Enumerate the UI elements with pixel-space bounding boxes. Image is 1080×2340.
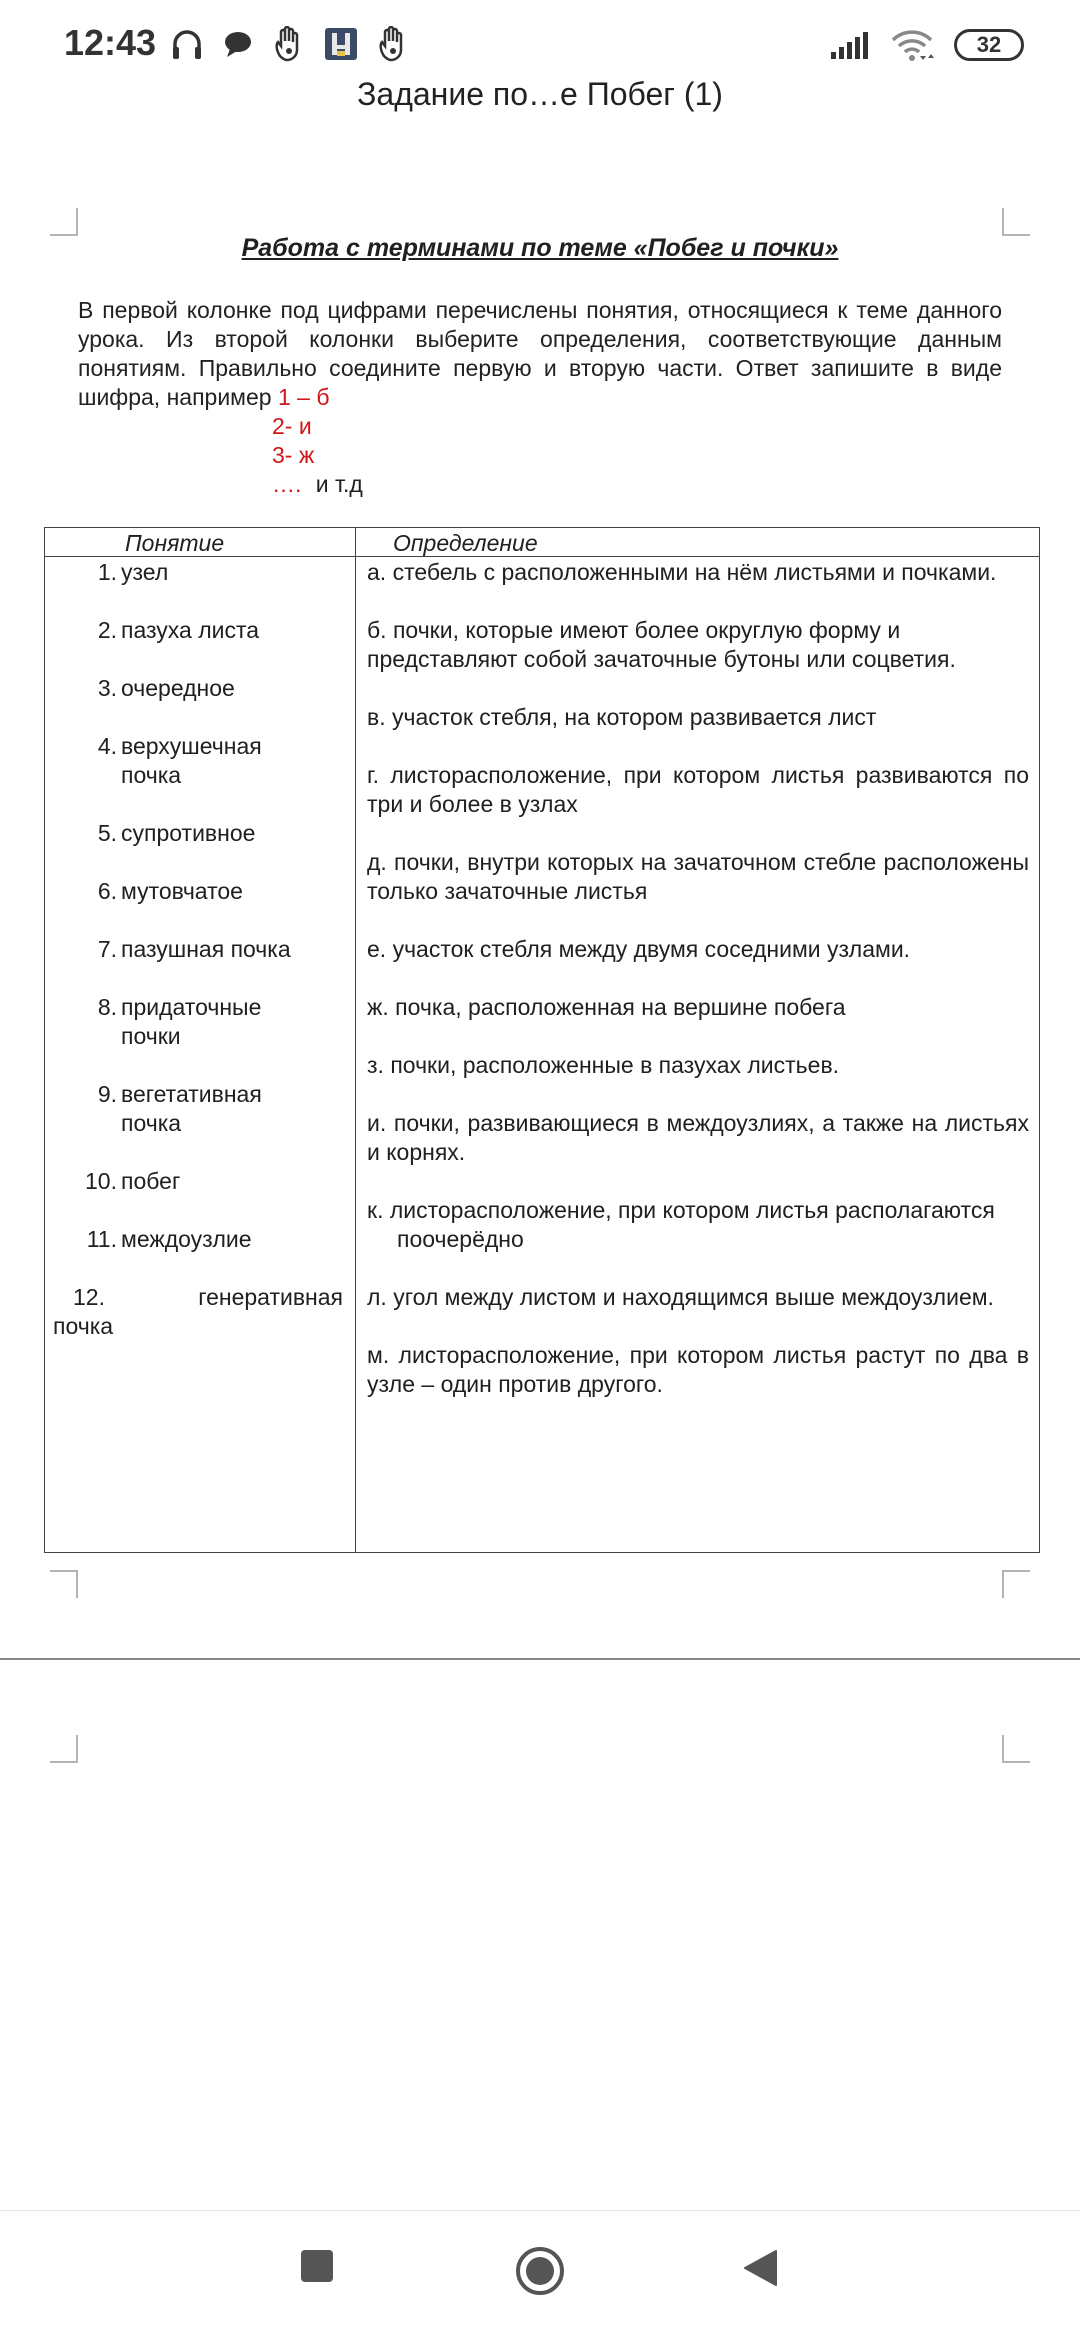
term-number: 9.	[97, 1081, 117, 1107]
headphones-icon	[170, 27, 204, 61]
intro-text: В первой колонке под цифрами перечислены понятия, относящиеся к теме данного урока. Из второй колонки выберите определения, соответствующие данным понятиям. Правильно соедините первую и вторую части. Ответ запишите в виде шифра, например	[78, 297, 1002, 410]
term-text: мутовчатое	[121, 878, 243, 904]
column-header-definition: Определение	[393, 530, 538, 556]
triangle-back-icon	[742, 2249, 778, 2287]
document-title[interactable]: Задание по…е Побег (1)	[357, 76, 723, 112]
column-divider	[355, 528, 356, 1552]
term-item	[45, 674, 355, 703]
example-line: 3- ж	[272, 442, 315, 468]
example-answer: 1 – б	[277, 384, 330, 410]
term-text: придаточные почки	[121, 994, 262, 1049]
home-button[interactable]	[514, 2245, 566, 2302]
system-icons	[830, 28, 1024, 62]
term-number: 4.	[97, 733, 117, 759]
app-icon	[324, 27, 358, 61]
battery-indicator: 32	[954, 29, 1024, 61]
example-dots: ….	[272, 471, 302, 497]
definition-item: г. листорасположение, при котором листья развиваются по три и более в узлах	[367, 762, 1029, 817]
term-text: супротивное	[121, 820, 256, 846]
example-line: 2- и	[272, 413, 312, 439]
term-number: 6.	[97, 878, 117, 904]
document-heading: Работа с терминами по теме «Побег и почки»	[241, 234, 839, 262]
definition-item	[367, 1196, 1029, 1254]
notification-icons	[170, 26, 410, 62]
page-corner-mark	[50, 1735, 78, 1763]
term-number: 3.	[97, 675, 117, 701]
page-corner-mark	[1002, 1735, 1030, 1763]
page-corner-mark	[50, 1570, 78, 1598]
term-item	[45, 819, 355, 848]
term-item	[45, 935, 355, 964]
page-corner-mark	[1002, 1570, 1030, 1598]
term-text: побег	[121, 1168, 181, 1194]
wifi-icon	[890, 28, 934, 62]
definition-item: а. стебель с расположенными на нём листьями и почками.	[367, 559, 997, 585]
definition-item: ж. почка, расположенная на вершине побега	[367, 994, 846, 1020]
term-item	[45, 1283, 355, 1341]
term-item	[45, 1080, 295, 1138]
term-number: 7.	[97, 936, 117, 962]
term-number: 5.	[97, 820, 117, 846]
page-corner-mark	[1002, 208, 1030, 236]
example-etc: и т.д	[315, 471, 363, 497]
signal-icon	[830, 30, 870, 60]
example-line	[272, 470, 363, 499]
column-header-concept: Понятие	[125, 530, 225, 556]
term-text: верхушечная почка	[121, 733, 262, 788]
term-item	[45, 558, 355, 587]
term-number: 11.	[86, 1226, 117, 1252]
definition-item: е. участок стебля между двумя соседними узлами.	[367, 936, 911, 962]
definition-list	[367, 558, 1029, 1428]
hand-icon	[272, 26, 306, 62]
term-text: междоузлие	[121, 1226, 252, 1252]
term-number: 1.	[97, 559, 117, 585]
status-time: 12:43	[64, 22, 157, 63]
term-text: пазуха листа	[121, 617, 260, 643]
definition-item: л. угол между листом и находящимся выше междоузлием.	[367, 1284, 994, 1310]
term-text: вегетативная почка	[121, 1081, 262, 1136]
definition-text: к. листорасположение, при котором листья располагаются	[367, 1197, 995, 1223]
definition-item: и. почки, развивающиеся в междоузлиях, а также на листьях и корнях.	[367, 1110, 1029, 1165]
page-corner-mark	[50, 208, 78, 236]
definition-item: з. почки, расположенные в пазухах листьев.	[367, 1052, 840, 1078]
terms-table	[44, 527, 1040, 1553]
term-item	[45, 993, 295, 1051]
term-list	[45, 558, 355, 1370]
back-button[interactable]	[742, 2249, 778, 2292]
hand-icon	[376, 26, 410, 62]
term-text: узел	[121, 559, 169, 585]
term-item	[45, 1167, 355, 1196]
intro-paragraph	[78, 296, 1002, 412]
circle-icon	[514, 2245, 566, 2297]
definition-item: м. листорасположение, при котором листья растут по два в узле – один против другого.	[367, 1342, 1029, 1397]
chat-bubble-icon	[222, 28, 254, 60]
definition-item: д. почки, внутри которых на зачаточном стебле расположены только зачаточные листья	[367, 849, 1029, 904]
term-number: 8.	[97, 994, 117, 1020]
definition-text-cont: поочерёдно	[397, 1226, 524, 1252]
term-item	[45, 1225, 355, 1254]
term-number: 2.	[97, 617, 117, 643]
definition-item: б. почки, которые имеют более округлую форму и представляют собой зачаточные бутоны или соцветия.	[367, 617, 956, 672]
term-item	[45, 877, 355, 906]
definition-item: в. участок стебля, на котором развивается лист	[367, 704, 877, 730]
navigation-bar	[0, 2210, 1080, 2340]
recent-apps-button[interactable]	[300, 2249, 334, 2288]
term-item	[45, 732, 295, 790]
term-text-cont: почка	[53, 1313, 114, 1339]
term-text: генеративная	[198, 1284, 343, 1310]
term-number: 10.	[85, 1168, 117, 1194]
page-separator	[0, 1658, 1080, 1660]
term-text: пазушная почка	[121, 936, 291, 962]
term-number: 12.	[73, 1284, 105, 1310]
term-item	[45, 616, 355, 645]
term-text: очередное	[121, 675, 235, 701]
square-icon	[300, 2249, 334, 2283]
